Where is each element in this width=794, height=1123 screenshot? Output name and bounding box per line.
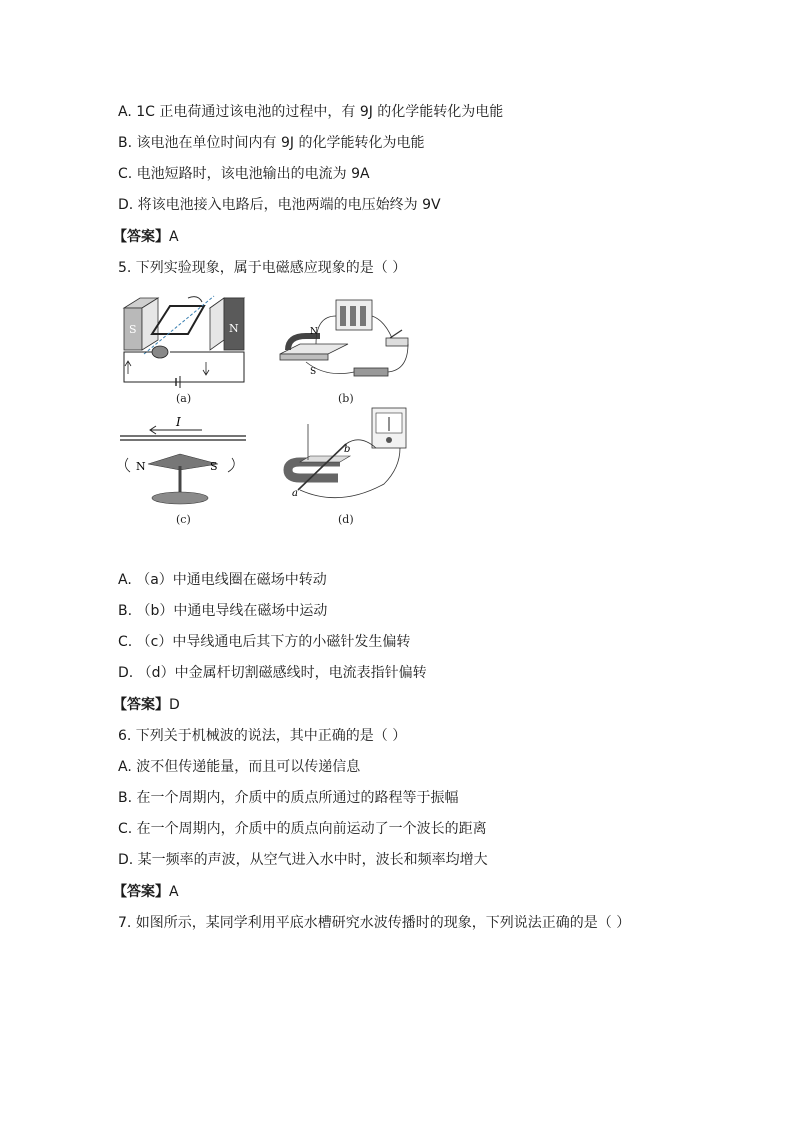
q6-option-a: A. 波不但传递能量，而且可以传递信息: [118, 759, 361, 775]
q4-option-d: D. 将该电池接入电路后，电池两端的电压始终为 9V: [118, 197, 441, 213]
c-pole-n: N: [136, 460, 146, 473]
a-pole-s: S: [129, 323, 137, 336]
q4-option-a: A. 1C 正电荷通过该电池的过程中，有 9J 的化学能转化为电能: [118, 104, 504, 120]
q6-option-d: D. 某一频率的声波，从空气进入水中时，波长和频率均增大: [118, 852, 488, 868]
figure-b-conductor: [276, 296, 414, 388]
q4-option-b: B. 该电池在单位时间内有 9J 的化学能转化为电能: [118, 135, 425, 151]
q5-option-d: D. （d）中金属杆切割磁感线时，电流表指针偏转: [118, 665, 427, 681]
q5-option-b: B. （b）中通电导线在磁场中运动: [118, 603, 328, 619]
answer-value: A: [169, 229, 179, 245]
b-pole-n: N: [310, 327, 318, 337]
figure-d-induction: [280, 404, 412, 508]
q6-stem: 6. 下列关于机械波的说法，其中正确的是（ ）: [118, 728, 407, 744]
q5-option-a: A. （a）中通电线圈在磁场中转动: [118, 572, 327, 588]
d-label-a: a: [292, 488, 298, 499]
q6-option-b: B. 在一个周期内，介质中的质点所通过的路程等于振幅: [118, 790, 459, 806]
answer-value: A: [169, 884, 179, 900]
q6-option-c: C. 在一个周期内，介质中的质点向前运动了一个波长的距离: [118, 821, 487, 837]
a-pole-n: N: [229, 322, 239, 335]
caption-b: (b): [338, 392, 354, 405]
answer-label: 【答案】: [113, 697, 169, 713]
q6-answer: [113, 882, 179, 902]
d-label-b: b: [344, 444, 351, 455]
answer-value: D: [169, 697, 180, 713]
caption-c: (c): [176, 513, 191, 526]
q5-answer: [113, 695, 180, 715]
q7-stem: 7. 如图所示，某同学利用平底水槽研究水波传播时的现象，下列说法正确的是（ ）: [118, 915, 631, 931]
answer-label: 【答案】: [113, 884, 169, 900]
caption-a: (a): [176, 392, 192, 405]
figure-a-motor: [118, 290, 250, 388]
q4-option-c: C. 电池短路时，该电池输出的电流为 9A: [118, 166, 370, 182]
c-pole-s: S: [210, 460, 218, 473]
caption-d: (d): [338, 513, 354, 526]
q5-stem: 5. 下列实验现象，属于电磁感应现象的是（ ）: [118, 260, 407, 276]
q4-answer: [113, 227, 179, 247]
answer-label: 【答案】: [113, 229, 169, 245]
figure-c-oersted: [118, 414, 250, 508]
q5-option-c: C. （c）中导线通电后其下方的小磁针发生偏转: [118, 634, 411, 650]
b-pole-s: S: [310, 367, 317, 377]
c-current: I: [176, 415, 181, 429]
